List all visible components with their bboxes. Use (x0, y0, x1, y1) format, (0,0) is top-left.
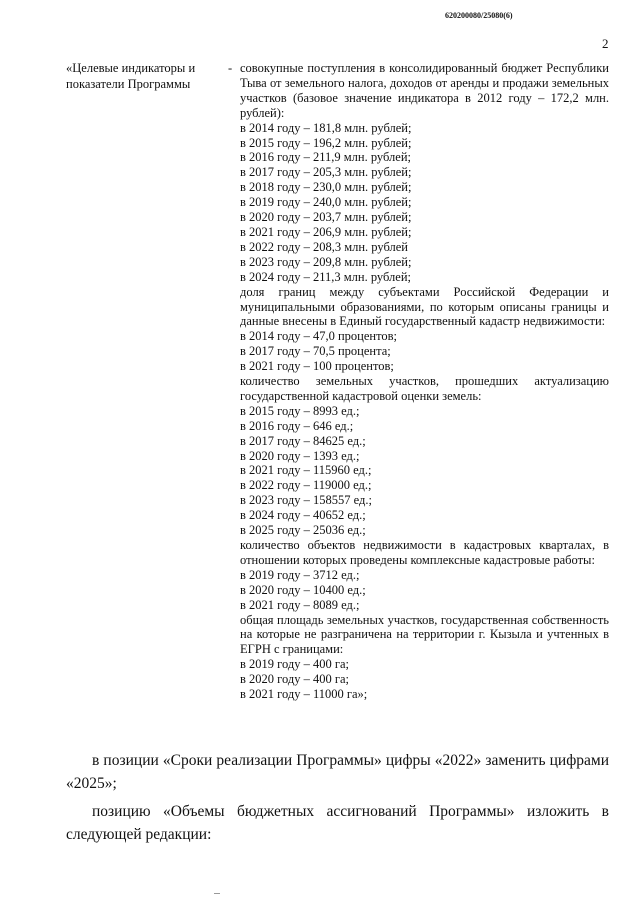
indicator-value-line: в 2019 году – 240,0 млн. рублей; (240, 195, 412, 210)
indicator-value-line: в 2020 году – 203,7 млн. рублей; (240, 210, 412, 225)
indicator-intro: количество земельных участков, прошедших актуализацию государственной кадастровой оценки земель: (240, 374, 609, 403)
indicator-value-line: в 2022 году – 208,3 млн. рублей (240, 239, 408, 254)
indicator-value-line: в 2020 году – 1393 ед.; (240, 448, 360, 463)
indicator-value-line: в 2022 году – 119000 ед.; (240, 478, 372, 493)
indicator-value-line: в 2018 году – 230,0 млн. рублей; (240, 180, 412, 195)
indicator-block (240, 285, 609, 374)
page-number: 2 (602, 36, 609, 51)
indicator-intro: доля границ между субъектами Российской Федерации и муниципальными образованиями, по которым описаны границы и данные внесены в Единый государственный кадастр недвижимости: (240, 284, 609, 329)
indicator-value-line: в 2014 году – 47,0 процентов; (240, 329, 398, 344)
indicator-value-line: в 2023 году – 209,8 млн. рублей; (240, 254, 412, 269)
indicator-value-line: в 2021 году – 206,9 млн. рублей; (240, 224, 412, 239)
indicator-value-line: в 2015 году – 8993 ед.; (240, 403, 360, 418)
indicator-block (240, 374, 609, 538)
scan-mark (214, 893, 220, 894)
indicator-value-line: в 2024 году – 40652 ед.; (240, 508, 366, 523)
indicator-value-line: в 2020 году – 400 га; (240, 672, 349, 687)
body-paragraph: в позиции «Сроки реализации Программы» цифры «2022» заменить цифрами «2025»; (66, 752, 609, 792)
indicator-value-line: в 2021 году – 115960 ед.; (240, 463, 372, 478)
indicator-block (240, 613, 609, 702)
indicator-intro: количество объектов недвижимости в кадастровых кварталах, в отношении которых проведены комплексные кадастровые работы: (240, 538, 609, 567)
indicators-content (240, 61, 609, 702)
indicator-value-line: в 2014 году – 181,8 млн. рублей; (240, 120, 412, 135)
list-dash: - (228, 61, 233, 75)
indicator-value-line: в 2021 году – 8089 ед.; (240, 597, 360, 612)
indicator-intro: общая площадь земельных участков, государственная собственность на которые не разграничена на территории г. Кызыла и учтенных в ЕГРН с границами: (240, 612, 609, 657)
body-paragraph: позицию «Объемы бюджетных ассигнований Программы» изложить в следующей редакции: (66, 803, 609, 843)
indicator-value-line: в 2023 году – 158557 ед.; (240, 493, 372, 508)
indicator-value-line: в 2025 году – 25036 ед.; (240, 523, 366, 538)
indicator-value-line: в 2021 году – 11000 га»; (240, 687, 368, 702)
section-label: «Целевые индикаторы и показатели Программы (66, 61, 196, 91)
indicator-intro: совокупные поступления в консолидированный бюджет Республики Тыва от земельного налога, доходов от аренды и продажи земельных участков (базовое значение индикатора в 2012 году – 172,2 млн. рублей): (240, 61, 609, 120)
document-id: 620200080/25080(6) (445, 11, 513, 20)
indicator-block (240, 538, 609, 613)
indicator-value-line: в 2024 году – 211,3 млн. рублей; (240, 269, 412, 284)
indicator-value-line: в 2015 году – 196,2 млн. рублей; (240, 135, 412, 150)
indicator-value-line: в 2016 году – 646 ед.; (240, 418, 354, 433)
indicator-value-line: в 2019 году – 3712 ед.; (240, 567, 360, 582)
indicator-value-line: в 2017 году – 70,5 процента; (240, 344, 391, 359)
body-text (66, 750, 609, 846)
indicator-value-line: в 2016 году – 211,9 млн. рублей; (240, 150, 412, 165)
indicator-value-line: в 2017 году – 84625 ед.; (240, 433, 366, 448)
indicator-value-line: в 2021 году – 100 процентов; (240, 359, 394, 374)
indicator-block (240, 61, 609, 285)
indicator-value-line: в 2017 году – 205,3 млн. рублей; (240, 165, 412, 180)
indicator-value-line: в 2020 году – 10400 ед.; (240, 582, 366, 597)
indicator-value-line: в 2019 году – 400 га; (240, 657, 349, 672)
